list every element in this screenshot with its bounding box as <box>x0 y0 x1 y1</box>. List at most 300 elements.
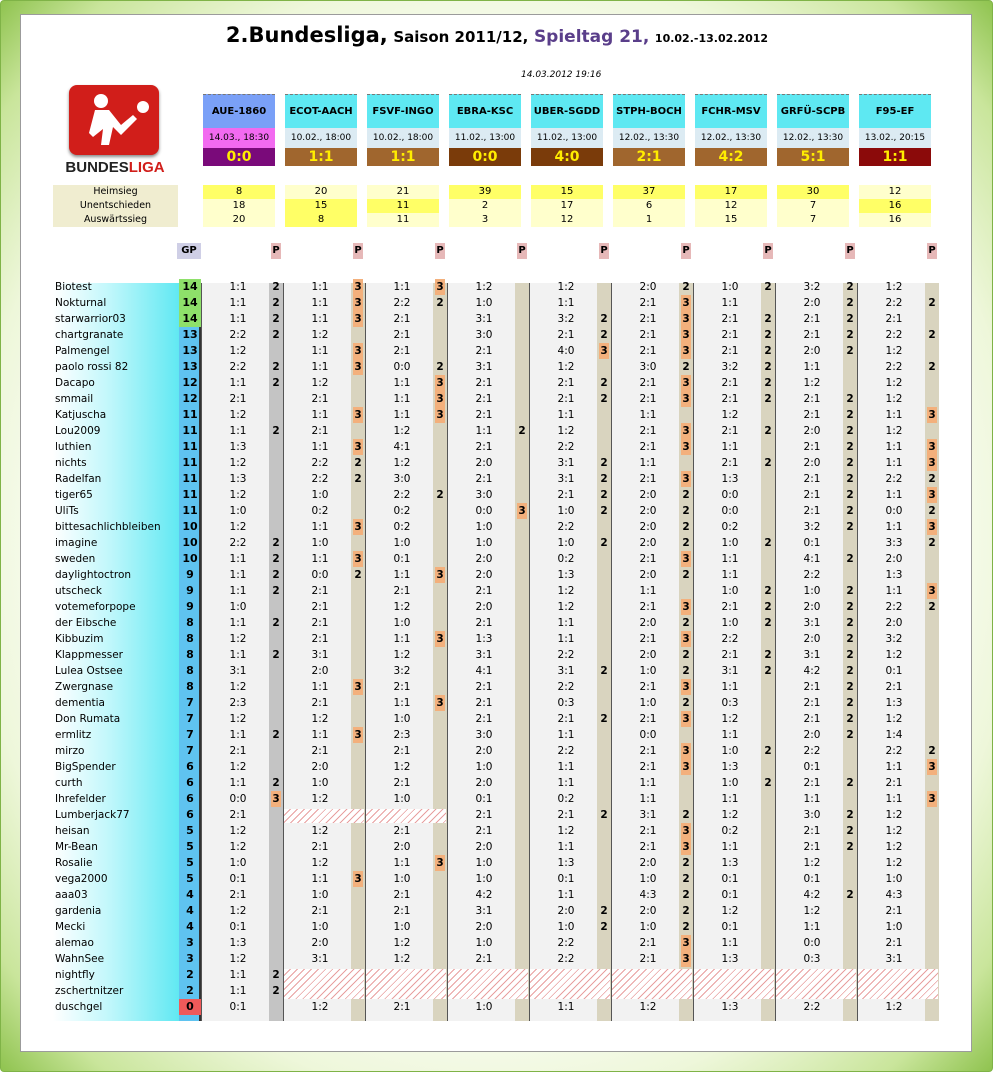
tip-cell: 4:1 <box>393 441 411 453</box>
tip-cell: 2:1 <box>475 825 493 837</box>
tip-cell: 1:0 <box>229 601 247 613</box>
tip-cell: 1:3 <box>557 569 575 581</box>
tip-points: 3 <box>682 377 690 389</box>
tip-points: 2 <box>272 985 280 997</box>
tip-cell: 2:0 <box>393 841 411 853</box>
tip-points: 2 <box>928 329 936 341</box>
tip-cell: 1:1 <box>229 585 247 597</box>
table-row <box>21 807 973 823</box>
tip-cell: 4:3 <box>639 889 657 901</box>
tip-cell: 1:2 <box>557 361 575 373</box>
player-points: 8 <box>186 616 194 629</box>
tip-cell: 3:1 <box>475 905 493 917</box>
tip-cell: 1:3 <box>229 441 247 453</box>
tip-cell: 2:1 <box>393 313 411 325</box>
tip-cell: 0:2 <box>393 521 411 533</box>
player-points: 8 <box>186 680 194 693</box>
player-points: 13 <box>182 328 198 341</box>
tip-points: 2 <box>928 297 936 309</box>
tip-points: 2 <box>518 425 526 437</box>
match-date: 11.02., 13:00 <box>531 128 603 148</box>
tip-cell: 2:1 <box>311 617 329 629</box>
tip-cell: 0:1 <box>885 665 903 677</box>
match-stat-away: 1 <box>613 213 685 227</box>
player-name: Katjuscha <box>55 409 107 421</box>
tip-points: 3 <box>928 489 936 501</box>
points-header: P <box>763 243 773 259</box>
tip-cell: 1:1 <box>393 409 411 421</box>
tip-cell: 2:1 <box>639 473 657 485</box>
tip-cell: 2:2 <box>557 441 575 453</box>
match-date: 10.02., 18:00 <box>285 128 357 148</box>
tip-points: 2 <box>682 569 690 581</box>
tip-cell: 2:1 <box>721 425 739 437</box>
points-header: P <box>927 243 937 259</box>
tip-points: 3 <box>354 345 362 357</box>
tip-cell: 1:2 <box>229 825 247 837</box>
tip-cell: 1:3 <box>721 761 739 773</box>
tip-points: 2 <box>764 601 772 613</box>
tip-points: 2 <box>764 665 772 677</box>
tip-points: 3 <box>354 521 362 533</box>
tip-points: 2 <box>682 537 690 549</box>
player-points: 10 <box>182 536 198 549</box>
points-header: P <box>681 243 691 259</box>
tip-cell: 1:3 <box>475 633 493 645</box>
tip-cell: 0:1 <box>229 921 247 933</box>
tip-points: 2 <box>846 329 854 341</box>
tip-cell: 2:1 <box>803 441 821 453</box>
tip-cell: 0:0 <box>393 361 411 373</box>
match-teams: UBER-SGDD <box>531 94 603 128</box>
tip-cell: 1:1 <box>557 633 575 645</box>
tip-cell: 2:1 <box>229 809 247 821</box>
tip-cell: 2:3 <box>393 729 411 741</box>
player-name: smmail <box>55 393 94 405</box>
tip-cell: 2:2 <box>885 473 903 485</box>
player-points: 2 <box>186 968 194 981</box>
tip-cell: 1:2 <box>311 329 329 341</box>
tip-cell: 1:0 <box>393 617 411 629</box>
player-points: 2 <box>186 984 194 997</box>
tip-points: 2 <box>846 729 854 741</box>
tip-points: 2 <box>846 409 854 421</box>
missing-tip-hatch <box>612 969 692 999</box>
tip-cell: 1:1 <box>721 297 739 309</box>
tip-points: 2 <box>846 649 854 661</box>
tip-cell: 1:1 <box>229 297 247 309</box>
tip-cell: 2:1 <box>803 489 821 501</box>
tip-cell: 2:1 <box>393 905 411 917</box>
tip-cell: 1:2 <box>393 601 411 613</box>
match-teams: EBRA-KSC <box>449 94 521 128</box>
table-row <box>21 343 973 359</box>
tip-points: 2 <box>846 585 854 597</box>
tip-points: 3 <box>682 345 690 357</box>
match-date: 13.02., 20:15 <box>859 128 931 148</box>
tip-cell: 1:2 <box>311 377 329 389</box>
tip-cell: 1:2 <box>393 649 411 661</box>
tip-points: 2 <box>764 457 772 469</box>
player-name: paolo rossi 82 <box>55 361 129 373</box>
table-row <box>21 519 973 535</box>
tip-cell: 2:1 <box>721 649 739 661</box>
tip-cell: 0:3 <box>557 697 575 709</box>
table-row <box>21 887 973 903</box>
tip-cell: 3:0 <box>475 329 493 341</box>
player-points: 6 <box>186 760 194 773</box>
tip-cell: 1:0 <box>475 1001 493 1013</box>
tip-points: 3 <box>682 825 690 837</box>
tip-cell: 1:2 <box>311 1001 329 1013</box>
tip-points: 2 <box>354 473 362 485</box>
tip-points: 2 <box>272 281 280 293</box>
tip-cell: 1:1 <box>393 697 411 709</box>
tip-cell: 2:1 <box>475 953 493 965</box>
match-stat-away: 15 <box>695 213 767 227</box>
match-score: 1:1 <box>367 148 439 166</box>
tip-cell: 0:1 <box>229 1001 247 1013</box>
tip-cell: 2:0 <box>475 777 493 789</box>
tip-cell: 1:1 <box>393 281 411 293</box>
tip-cell: 1:1 <box>311 681 329 693</box>
tip-cell: 1:0 <box>721 777 739 789</box>
tip-points: 2 <box>682 857 690 869</box>
tip-cell: 1:0 <box>885 921 903 933</box>
table-row <box>21 775 973 791</box>
table-row <box>21 407 973 423</box>
tip-cell: 1:0 <box>721 585 739 597</box>
player-name: Palmengel <box>55 345 110 357</box>
tip-cell: 1:2 <box>311 713 329 725</box>
tip-points: 2 <box>272 537 280 549</box>
tip-points: 3 <box>436 393 444 405</box>
tip-points: 3 <box>518 505 526 517</box>
tip-cell: 3:1 <box>639 809 657 821</box>
tip-cell: 2:1 <box>639 297 657 309</box>
tip-points: 2 <box>600 505 608 517</box>
tip-points: 2 <box>846 809 854 821</box>
tip-points: 2 <box>682 617 690 629</box>
table-row <box>21 551 973 567</box>
tip-points: 2 <box>764 585 772 597</box>
tip-cell: 1:0 <box>557 505 575 517</box>
tip-cell: 2:2 <box>311 457 329 469</box>
player-points: 11 <box>182 488 198 501</box>
table-row <box>21 423 973 439</box>
tip-cell: 1:2 <box>721 905 739 917</box>
tip-points: 2 <box>272 329 280 341</box>
match-date: 12.02., 13:30 <box>777 128 849 148</box>
tip-cell: 3:0 <box>639 361 657 373</box>
tip-cell: 1:2 <box>229 521 247 533</box>
tip-cell: 1:2 <box>229 905 247 917</box>
tip-cell: 1:0 <box>803 585 821 597</box>
match-score: 2:1 <box>613 148 685 166</box>
tip-cell: 2:1 <box>639 713 657 725</box>
table-row <box>21 631 973 647</box>
tip-cell: 2:0 <box>475 553 493 565</box>
tip-points: 2 <box>846 505 854 517</box>
tip-cell: 2:0 <box>803 425 821 437</box>
table-row <box>21 999 973 1015</box>
tip-points: 3 <box>354 361 362 373</box>
tip-cell: 1:1 <box>311 553 329 565</box>
tip-points: 3 <box>354 441 362 453</box>
tip-points: 2 <box>928 537 936 549</box>
tip-cell: 0:1 <box>803 761 821 773</box>
tip-cell: 2:1 <box>721 393 739 405</box>
player-name: Lulea Ostsee <box>55 665 123 677</box>
tip-points: 2 <box>682 489 690 501</box>
tip-points: 2 <box>272 649 280 661</box>
match-header <box>859 94 931 281</box>
tip-cell: 2:1 <box>475 697 493 709</box>
tip-cell: 2:2 <box>557 649 575 661</box>
tip-cell: 2:1 <box>557 809 575 821</box>
tip-cell: 1:1 <box>557 409 575 421</box>
player-points: 14 <box>179 311 201 327</box>
points-header: P <box>599 243 609 259</box>
tip-cell: 2:1 <box>639 553 657 565</box>
tip-cell: 3:2 <box>803 281 821 293</box>
tip-cell: 2:1 <box>803 393 821 405</box>
tip-cell: 1:2 <box>885 649 903 661</box>
tip-points: 2 <box>600 313 608 325</box>
tip-cell: 1:1 <box>393 857 411 869</box>
tip-points: 2 <box>764 345 772 357</box>
tip-cell: 1:1 <box>311 729 329 741</box>
tip-cell: 1:0 <box>311 777 329 789</box>
table-row <box>21 583 973 599</box>
tip-cell: 1:0 <box>721 617 739 629</box>
tip-cell: 4:3 <box>885 889 903 901</box>
label-auswaertssieg: Auswärtssieg <box>53 213 178 227</box>
tip-cell: 2:1 <box>557 393 575 405</box>
tip-cell: 2:1 <box>311 745 329 757</box>
tip-points: 3 <box>682 553 690 565</box>
tip-points: 3 <box>354 409 362 421</box>
table-row <box>21 839 973 855</box>
tip-cell: 2:1 <box>803 697 821 709</box>
tip-cell: 2:0 <box>311 761 329 773</box>
tip-points: 2 <box>682 649 690 661</box>
tip-cell: 1:2 <box>885 1001 903 1013</box>
table-row <box>21 327 973 343</box>
tip-points: 3 <box>682 841 690 853</box>
tip-cell: 2:1 <box>721 377 739 389</box>
tip-cell: 2:1 <box>311 905 329 917</box>
tip-cell: 2:1 <box>639 345 657 357</box>
match-stat-draw: 17 <box>531 199 603 213</box>
tip-points: 2 <box>764 649 772 661</box>
tip-cell: 1:1 <box>311 873 329 885</box>
tip-cell: 2:1 <box>475 585 493 597</box>
tip-cell: 2:1 <box>311 393 329 405</box>
tip-cell: 2:1 <box>229 393 247 405</box>
points-header: P <box>435 243 445 259</box>
tip-cell: 3:1 <box>311 649 329 661</box>
tip-cell: 1:2 <box>393 761 411 773</box>
tip-cell: 1:0 <box>475 857 493 869</box>
tip-points: 2 <box>764 361 772 373</box>
tip-cell: 3:1 <box>721 665 739 677</box>
tip-cell: 1:0 <box>639 921 657 933</box>
match-score: 1:1 <box>285 148 357 166</box>
tip-cell: 2:2 <box>557 521 575 533</box>
tip-cell: 1:1 <box>229 969 247 981</box>
tip-cell: 1:3 <box>721 1001 739 1013</box>
tip-cell: 2:0 <box>803 601 821 613</box>
tip-cell: 1:0 <box>311 489 329 501</box>
match-stat-away: 16 <box>859 213 931 227</box>
tip-points: 3 <box>436 377 444 389</box>
tip-points: 3 <box>682 761 690 773</box>
tip-points: 2 <box>846 633 854 645</box>
tip-cell: 0:1 <box>393 553 411 565</box>
tip-cell: 1:3 <box>229 937 247 949</box>
tip-cell: 4:1 <box>475 665 493 677</box>
tip-points: 3 <box>436 409 444 421</box>
player-points: 8 <box>186 648 194 661</box>
tip-cell: 1:1 <box>229 617 247 629</box>
match-teams: AUE-1860 <box>203 94 275 128</box>
tip-cell: 0:2 <box>557 553 575 565</box>
tip-points: 2 <box>600 377 608 389</box>
spreadsheet <box>20 14 972 1052</box>
tip-cell: 1:1 <box>639 409 657 421</box>
tip-points: 3 <box>682 601 690 613</box>
player-name: UliTs <box>55 505 79 517</box>
tip-cell: 1:1 <box>311 281 329 293</box>
tip-cell: 1:1 <box>885 585 903 597</box>
player-name: dementia <box>55 697 105 709</box>
tip-points: 2 <box>764 617 772 629</box>
tip-points: 2 <box>764 745 772 757</box>
tip-cell: 2:3 <box>229 697 247 709</box>
tip-cell: 1:1 <box>229 425 247 437</box>
match-stat-away: 7 <box>777 213 849 227</box>
tip-cell: 1:2 <box>229 489 247 501</box>
tip-cell: 1:1 <box>311 345 329 357</box>
match-stat-draw: 2 <box>449 199 521 213</box>
tip-points: 2 <box>846 889 854 901</box>
tip-cell: 1:0 <box>475 761 493 773</box>
table-row <box>21 647 973 663</box>
table-row <box>21 391 973 407</box>
tip-cell: 2:1 <box>803 473 821 485</box>
tip-cell: 1:1 <box>311 409 329 421</box>
tip-points: 2 <box>764 537 772 549</box>
tip-cell: 1:1 <box>229 649 247 661</box>
tip-cell: 1:1 <box>721 569 739 581</box>
table-row <box>21 679 973 695</box>
tip-points: 2 <box>846 313 854 325</box>
tip-points: 2 <box>272 425 280 437</box>
tip-cell: 1:2 <box>721 809 739 821</box>
tip-cell: 1:1 <box>229 777 247 789</box>
tip-cell: 1:3 <box>885 569 903 581</box>
tip-cell: 1:0 <box>311 921 329 933</box>
tip-points: 2 <box>846 777 854 789</box>
player-points: 6 <box>186 776 194 789</box>
tip-cell: 2:1 <box>639 745 657 757</box>
tip-cell: 3:2 <box>885 633 903 645</box>
player-name: duschgel <box>55 1001 103 1013</box>
tip-cell: 1:3 <box>229 473 247 485</box>
player-name: Klappmesser <box>55 649 123 661</box>
player-points: 11 <box>182 504 198 517</box>
missing-tip-hatch <box>530 969 610 999</box>
tip-cell: 0:1 <box>475 793 493 805</box>
match-score: 5:1 <box>777 148 849 166</box>
tip-cell: 0:3 <box>721 697 739 709</box>
tip-points: 3 <box>682 393 690 405</box>
match-stat-draw: 18 <box>203 199 275 213</box>
tip-cell: 2:1 <box>393 681 411 693</box>
tip-points: 2 <box>846 489 854 501</box>
tip-cell: 3:1 <box>557 457 575 469</box>
player-points: 11 <box>182 424 198 437</box>
tip-points: 2 <box>846 713 854 725</box>
match-stat-draw: 12 <box>695 199 767 213</box>
player-name: nightfly <box>55 969 95 981</box>
tip-cell: 1:1 <box>229 313 247 325</box>
tip-cell: 1:0 <box>393 873 411 885</box>
tip-points: 2 <box>600 665 608 677</box>
tip-cell: 1:2 <box>721 409 739 421</box>
match-stat-away: 12 <box>531 213 603 227</box>
tip-cell: 1:1 <box>557 729 575 741</box>
tip-cell: 0:3 <box>803 953 821 965</box>
tip-cell: 1:0 <box>475 297 493 309</box>
player-name: Biotest <box>55 281 92 293</box>
match-teams: STPH-BOCH <box>613 94 685 128</box>
player-points: 13 <box>182 360 198 373</box>
tip-cell: 1:1 <box>721 441 739 453</box>
tip-cell: 2:0 <box>639 905 657 917</box>
tip-points: 2 <box>682 521 690 533</box>
table-row <box>21 759 973 775</box>
tip-cell: 2:0 <box>639 617 657 629</box>
tip-cell: 1:4 <box>885 729 903 741</box>
player-points: 5 <box>186 840 194 853</box>
match-header <box>777 94 849 281</box>
player-name: Ihrefelder <box>55 793 106 805</box>
tip-cell: 2:1 <box>393 889 411 901</box>
player-points: 12 <box>182 392 198 405</box>
tip-cell: 1:0 <box>475 537 493 549</box>
tip-cell: 2:1 <box>311 425 329 437</box>
tip-cell: 1:2 <box>229 713 247 725</box>
tip-cell: 2:1 <box>557 489 575 501</box>
player-name: gardenia <box>55 905 102 917</box>
tip-cell: 1:1 <box>311 313 329 325</box>
player-points: 6 <box>186 792 194 805</box>
tip-cell: 1:2 <box>393 425 411 437</box>
tip-cell: 2:1 <box>393 777 411 789</box>
tip-cell: 3:1 <box>557 473 575 485</box>
tip-cell: 2:2 <box>885 601 903 613</box>
player-name: utscheck <box>55 585 102 597</box>
tip-cell: 2:1 <box>639 425 657 437</box>
player-points: 10 <box>182 520 198 533</box>
player-name: Rosalie <box>55 857 93 869</box>
player-name: tiger65 <box>55 489 93 501</box>
player-name: aaa03 <box>55 889 88 901</box>
missing-tip-hatch <box>366 809 446 823</box>
tip-points: 3 <box>928 441 936 453</box>
